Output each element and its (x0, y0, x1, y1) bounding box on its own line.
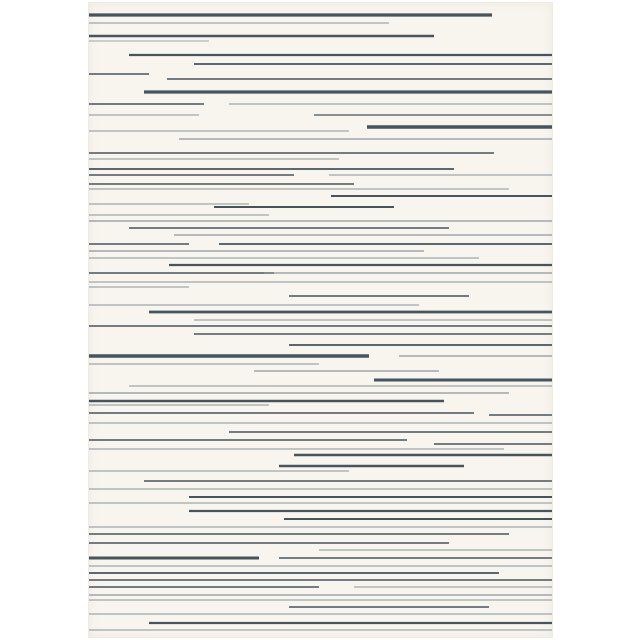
stripe-pattern (89, 3, 552, 637)
rug (89, 3, 552, 637)
